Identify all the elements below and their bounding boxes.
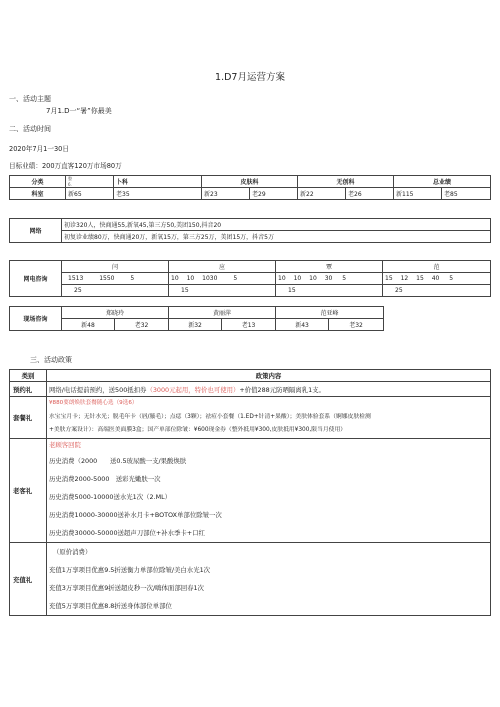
- net-sub-2: 15: [169, 285, 276, 297]
- site-consultant-2: 黄丽萍: [169, 307, 276, 319]
- policy-package-content: ¥880要朗焕肤套餐随心选（9选6） 水宝宝月卡；无针水光；脱毛年卡（唇/腋毛）；点痣（3颗）；祛痘小套餐（1.ED+针清+果酸）；美肤体验套系（婀娜皮肤检测 +美肤方案设计）：高端医美面膜3盒；国产单部位除皱：¥600现金券（整外抵用¥300,皮肤抵用¥300,限当月使用）: [47, 397, 491, 439]
- consultant-name-1: 闫: [62, 261, 169, 273]
- cell-old-1: 老35: [114, 188, 202, 200]
- consultant-name-4: 范: [383, 261, 491, 273]
- site-cell-1: 新48: [62, 319, 115, 331]
- site-cell-4: 老13: [222, 319, 276, 331]
- row-label-dept: 科室: [10, 188, 66, 200]
- site-cell-6: 老32: [329, 319, 384, 331]
- net-cell-2: 10 10 1030 5: [169, 273, 276, 285]
- consultant-name-3: 覃: [276, 261, 383, 273]
- section-heading-theme: 一、活动主题: [9, 95, 51, 103]
- header-category: 分类: [10, 176, 66, 188]
- network-line-1: 初诊320人，快商通55,新氧45,第三方50,美团150,抖音20: [62, 219, 491, 231]
- network-label: 网络: [10, 219, 62, 243]
- policy-booking-content: 网络/电话提前预约，送500抵扣券（3000元起用，特价也可使用）+价值288元防晒隔离乳1支。: [47, 382, 491, 397]
- site-cell-2: 老32: [115, 319, 169, 331]
- theme-text: 7月1.D一“暑”你最美: [46, 107, 112, 115]
- net-sub-1: 25: [62, 285, 169, 297]
- policy-old-customer-content: 老顾客回院 历史消费（2000 送0.5玻尿酸一支/果酸焕肤 历史消费2000-5000 送彩光嫩肤一次 历史消费5000-10000送水光1次（2.ML） 历史消费10000-30000送补水月卡+BOTOX单部位除皱一次 历史消费30000-50000送超声刀部位+补水季卡+口红: [47, 438, 491, 543]
- header-total: 总业绩: [394, 176, 491, 188]
- network-line-2: 初复诊业绩80万，快商通20万，新氧15万，第三方25万，美团15万，抖音5万: [62, 231, 491, 243]
- policy-label-old-customer: 老客礼: [10, 438, 47, 543]
- header-dept1: 卜科: [114, 176, 202, 188]
- policy-label-booking: 预约礼: [10, 382, 47, 397]
- header-note: 整 6.: [66, 176, 114, 188]
- policy-header-category: 类别: [10, 370, 47, 382]
- net-consult-label: 网电咨询: [10, 261, 62, 297]
- cell-new-2: 新23: [202, 188, 250, 200]
- net-sub-4: 25: [383, 285, 491, 297]
- net-cell-4: 15 12 15 40 5: [383, 273, 491, 285]
- site-cell-3: 新32: [169, 319, 222, 331]
- cell-old-2: 老29: [250, 188, 298, 200]
- date-text: 2020年7月1一30日: [9, 145, 69, 153]
- site-consultant-3: 范亚峰: [276, 307, 384, 319]
- section-heading-time: 二、活动时间: [9, 125, 51, 133]
- net-cell-3: 10 10 10 30 5: [276, 273, 383, 285]
- document-title: 1.D7月运营方案: [215, 72, 285, 83]
- policy-table: [9, 369, 491, 616]
- site-cell-5: 新43: [276, 319, 329, 331]
- policy-header-content: 政策内容: [47, 370, 491, 382]
- cell-new-total: 新115: [394, 188, 442, 200]
- consultant-name-2: 应: [169, 261, 276, 273]
- section-heading-policy: 三、活动政策: [30, 356, 72, 364]
- site-consult-label: 现场咨询: [10, 307, 62, 331]
- header-skin: 皮肤科: [202, 176, 298, 188]
- cell-old-total: 老85: [442, 188, 491, 200]
- cell-old-3: 老26: [346, 188, 394, 200]
- net-sub-3: 15: [276, 285, 383, 297]
- policy-label-package: 套餐礼: [10, 397, 47, 439]
- net-cell-1: 1513 1550 5: [62, 273, 169, 285]
- site-consultant-1: 郑晓玲: [62, 307, 169, 319]
- header-noninvasive: 无创科: [298, 176, 394, 188]
- policy-recharge-content: （原价消费） 充值1万享项目优惠9.5折送衡力单部位除皱/美白水光1次 充值3万享项目优惠9折送超皮秒一次/嗨体面部回春1次 充值5万享项目优惠8.8折送身体部位单部位: [47, 543, 491, 616]
- policy-label-recharge: 充值礼: [10, 543, 47, 616]
- cell-new-3: 新22: [298, 188, 346, 200]
- cell-new-1: 新65: [66, 188, 114, 200]
- target-text: 目标业绩：200万直客120万市场80万: [9, 162, 122, 170]
